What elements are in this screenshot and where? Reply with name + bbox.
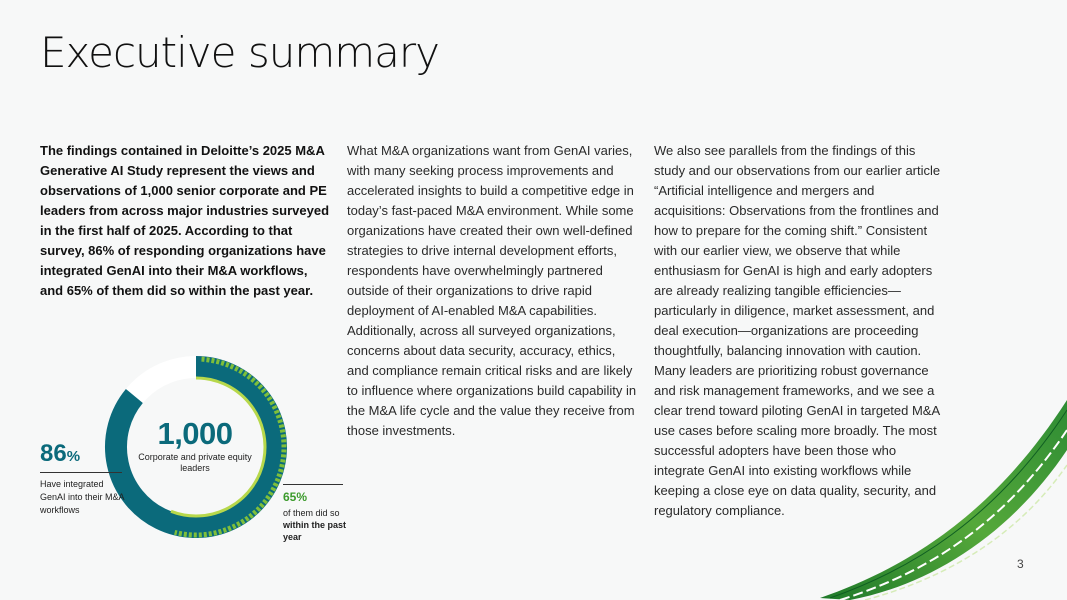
intro-paragraph: The findings contained in Deloitte’s 2025 M&A Generative AI Study represent the views and observations of 1,000 senior corporate and PE leaders from across major industries surveyed in the first half of 2025. According to that survey, 86% of responding organizations have integrated GenAI into their M&A workflows, and 65% of them did so within the past year. <box>40 143 330 298</box>
integrated-stat-value: 86 <box>40 440 67 467</box>
integrated-stat-label: Have integrated GenAI into their M&A workflows <box>40 479 125 515</box>
recent-stat-value: 65% <box>283 490 308 504</box>
ribbon-stripe-3 <box>830 410 1067 598</box>
intro-column <box>40 141 332 301</box>
decorative-green-ribbon <box>820 370 1067 600</box>
integrated-stat-unit: % <box>66 448 81 465</box>
respondent-count: 1,000 <box>157 416 233 451</box>
recent-stat-label-bold: within the past year <box>283 520 346 542</box>
recent-stat-label-prefix: of them did so <box>283 508 340 518</box>
body-column-2 <box>347 141 639 441</box>
recent-divider <box>283 484 343 485</box>
integrated-stat <box>40 440 80 468</box>
page-title: Executive summary <box>40 28 440 77</box>
recent-stat-label <box>283 507 358 543</box>
body-paragraph-3: We also see parallels from the findings of this study and our observations from our earlier article “Artificial intelligence and mergers and acquisitions: Observations from the frontlines and how to prepare for the coming shift.” Consistent with our earlier view, we observe that while enthusiasm for GenAI is high and early adopters are already realizing tangible efficiencies—particularly in diligence, market assessment, and deal execution—organizations are proceeding thoughtfully, balancing innovation with caution. Many leaders are prioritizing robust governance and risk management frameworks, and we see a clear trend toward piloting GenAI in targeted M&A use cases before scaling more broadly. The most successful adopters have been those who integrate GenAI into existing workflows while keeping a close eye on data quality, security, and regulatory compliance. <box>654 143 941 518</box>
body-paragraph-2: What M&A organizations want from GenAI varies, with many seeking process improvements and accelerated insights to build a competitive edge in today’s fast-paced M&A environment. While some organizations have created their own well-defined strategies to drive internal development efforts, respondents have overwhelmingly partnered outside of their organizations to drive rapid deployment of AI-enabled M&A capabilities. Additionally, across all surveyed organizations, concerns about data security, accuracy, ethics, and compliance remain critical risks and are likely to influence where organizations build capability in the M&A life cycle and the value they receive from those investments. <box>347 143 637 438</box>
respondent-label: Corporate and private equity leaders <box>138 452 252 473</box>
page-number: 3 <box>1017 557 1024 571</box>
integrated-divider <box>40 472 122 473</box>
